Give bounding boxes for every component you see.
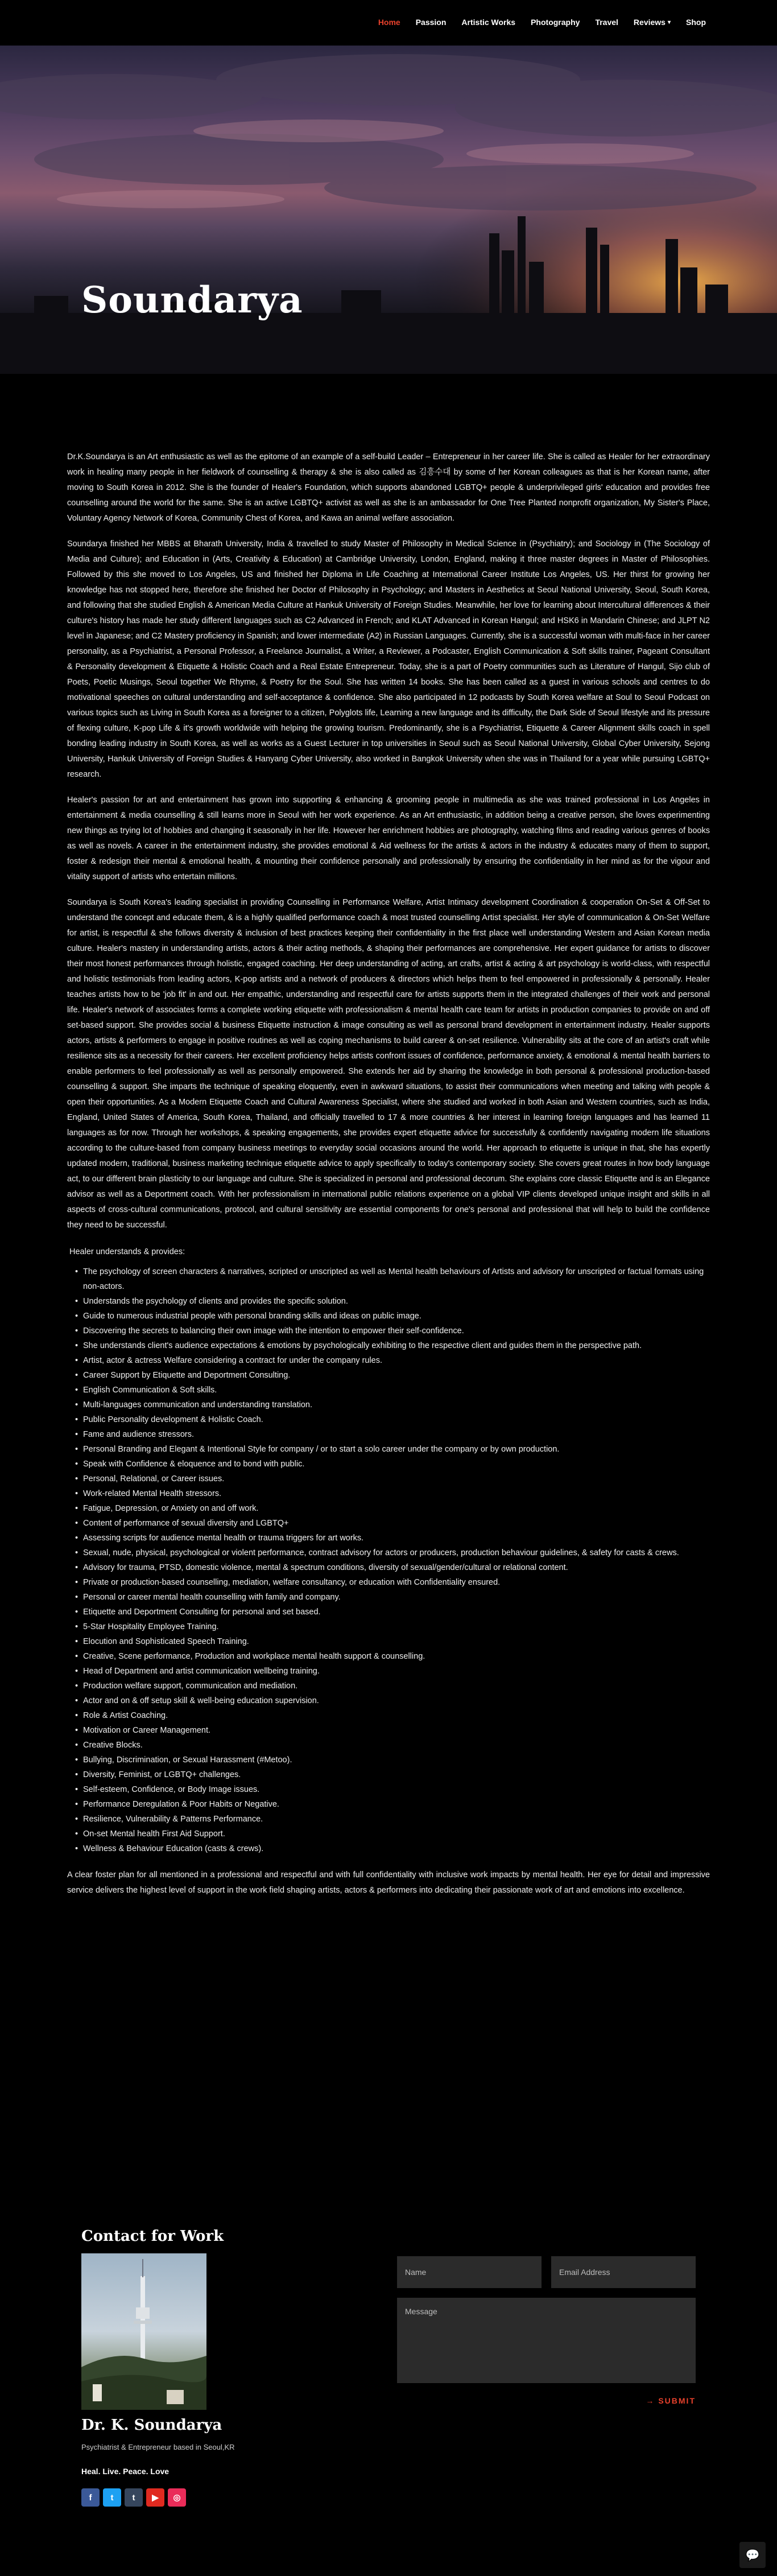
service-list-item: • Production welfare support, communication and mediation. — [75, 1679, 710, 1693]
city-skyline-image — [0, 46, 777, 374]
nav-reviews[interactable] — [634, 18, 671, 27]
contact-name: Dr. K. Soundarya — [81, 2417, 222, 2434]
about-content — [67, 450, 710, 1909]
nav-reviews-label: Reviews — [633, 18, 666, 27]
about-paragraph-education: Soundarya finished her MBBS at Bharath University, India & travelled to study Master of Philosophy in Medical Science in (Psychiatry); and Sociology in (The Sociology of Media and Culture); and Education in (Arts, Creativity & Education) at Cambridge University, London, England, making it three master degrees in Master of Philosophies. Followed by this she moved to Los Angeles, US and finished her Diploma in Life Coaching at International Career Institute Los Angeles, US. Her thirst for growing her knowledge has not stopped here, therefore she finished her Doctor of Philosophy in Psychology; and Masters in Aesthetics at Seoul National University, Seoul, South Korea, and following that she studied English & American Media Culture at Hankuk University of Foreign Studies. Meanwhile, her love for learning about Intercultural differences & their culture's history has made her study different languages such as C2 Advanced in French; and KLAT Advanced in Korean Hangul; and HSK6 in Mandarin Chinese; and JLPT N2 level in Japanese; and C2 Mastery proficiency in Spanish; and lower intermediate (A2) in Russian Languages. Currently, she is a successful woman with multi-face in her career personality, as a Psychiatrist, a Personal Professor, a Freelance Journalist, a Writer, a Reviewer, a Podcaster, English Communication & Soft skills trainer, Pageant Consultant & Personality development & Etiquette & Holistic Coach and a Real Estate Entrepreneur. Today, she is a part of Poetry communities such as Literature of Hangul, Sijo club of Poets, Poetic Musings, Seoul together We Rhyme, & Poetry for the Soul. She has written 14 books. She has been called as a guest in various schools and centres to do motivational speeches on cultural understanding and self-acceptance & confidence. She also participated in 12 podcasts by South Korea welfare at Soul to Seoul Podcast on various topics such as Living in South Korea as a foreigner to a citizen, Polyglots life, Learning a new language and its difficulty, the Dark Side of Seoul lifestyle and its pressure of flexing culture, K-pop Life & it's growth worldwide with helping the growing tourism. Predominantly, she is a Psychiatrist, Etiquette & Career Alignment skills coach in spell bonding leading industry in South Korea, as well as works as a Guest Lecturer in top universities in Seoul such as Seoul National University, Global Cyber University, Sejong University, Hankuk University of Foreign Studies & Hanyang Cyber University, also worked in Bangkok University when she was in Thailand for a year while pursuing LGBTQ+ research. — [67, 539, 710, 779]
arrow-right-icon: → — [646, 2396, 655, 2405]
service-list-item: • Career Support by Etiquette and Deportment Consulting. — [75, 1368, 710, 1383]
nav-shop[interactable] — [686, 18, 706, 27]
youtube-icon[interactable]: ▶ — [146, 2488, 164, 2507]
service-list-item: • Etiquette and Deportment Consulting for personal and set based. — [75, 1605, 710, 1619]
service-list-item: • Wellness & Behaviour Education (casts & crews). — [75, 1841, 710, 1856]
chat-icon[interactable] — [739, 2542, 766, 2568]
social-links — [81, 2488, 186, 2507]
top-navbar — [0, 0, 777, 46]
service-list-item: • Content of performance of sexual diversity and LGBTQ+ — [75, 1516, 710, 1531]
services-list — [67, 1264, 710, 1856]
twitter-icon[interactable]: t — [103, 2488, 121, 2507]
instagram-icon[interactable]: ◎ — [168, 2488, 186, 2507]
main-nav — [363, 18, 706, 27]
service-list-item: • Actor and on & off setup skill & well-being education supervision. — [75, 1693, 710, 1708]
tumblr-icon[interactable]: t — [125, 2488, 143, 2507]
name-field[interactable] — [397, 2256, 542, 2288]
service-list-item: • Role & Artist Coaching. — [75, 1708, 710, 1723]
service-list-item: • Assessing scripts for audience mental health or trauma triggers for art works. — [75, 1531, 710, 1545]
service-list-item: • Personal or career mental health counselling with family and company. — [75, 1590, 710, 1605]
service-list-item: • Head of Department and artist communication wellbeing training. — [75, 1664, 710, 1679]
service-list-item: • Multi-languages communication and understanding translation. — [75, 1398, 710, 1412]
service-list-item: • Work-related Mental Health stressors. — [75, 1486, 710, 1501]
contact-tagline: Psychiatrist & Entrepreneur based in Seoul,KR — [81, 2443, 235, 2451]
service-list-item: • The psychology of screen characters & narratives, scripted or unscripted as well as Mental health behaviours of Artists and advisory for unscripted or factual formats using non-actors. — [75, 1264, 710, 1294]
nav-artistic-works[interactable] — [461, 18, 515, 27]
contact-motto: Heal. Live. Peace. Love — [81, 2467, 170, 2476]
about-paragraph-passion: Healer's passion for art and entertainment has grown into supporting & enhancing & grooming people in multimedia as she was trained professional in Los Angeles in entertainment & media counselling & still learns more in Seoul with her work experience. As an Art enthusiastic, in addition being a creative person, she loves experimenting new things as trying lot of hobbies and changing it seasonally in her life. However her enrichment hobbies are photography, watching films and reading various genres of books as well as novels. A career in the entertainment industry, she provides emotional & Aid wellness for the artists & actors in the industry & educates many of them to support, foster & redesign their mental & emotional health, & mounting their confidence personally and professionally by ensuring the confidentiality in her mind as for the vigour and vitality support of artists who entertain millions. — [67, 796, 710, 881]
service-list-item: • On-set Mental health First Aid Support. — [75, 1827, 710, 1841]
service-list-item: • Public Personality development & Holistic Coach. — [75, 1412, 710, 1427]
service-list-item: • Creative Blocks. — [75, 1738, 710, 1753]
services-intro: Healer understands & provides: — [69, 1247, 185, 1256]
nav-travel-label: Travel — [595, 18, 618, 27]
service-list-item: • Performance Deregulation & Poor Habits or Negative. — [75, 1797, 710, 1812]
nav-home-label: Home — [378, 18, 400, 27]
service-list-item: • Bullying, Discrimination, or Sexual Harassment (#Metoo). — [75, 1753, 710, 1767]
service-list-item: • Fatigue, Depression, or Anxiety on and off work. — [75, 1501, 710, 1516]
email-field-placeholder: Email Address — [559, 2268, 610, 2277]
nav-passion[interactable] — [416, 18, 447, 27]
contact-section — [81, 2228, 696, 2503]
service-list-item: • 5-Star Hospitality Employee Training. — [75, 1619, 710, 1634]
service-list-item: • Speak with Confidence & eloquence and to bond with public. — [75, 1457, 710, 1472]
nav-travel[interactable] — [595, 18, 618, 27]
message-field[interactable] — [397, 2298, 696, 2383]
service-list-item: • Advisory for trauma, PTSD, domestic violence, mental & spectrum conditions, diversity of sexual/gender/cultural or relational content. — [75, 1560, 710, 1575]
service-list-item: • Fame and audience stressors. — [75, 1427, 710, 1442]
email-field[interactable] — [551, 2256, 696, 2288]
service-list-item: • Discovering the secrets to balancing their own image with the intention to empower their self-confidence. — [75, 1324, 710, 1338]
chevron-down-icon: ▾ — [667, 19, 671, 26]
name-field-placeholder: Name — [405, 2268, 427, 2277]
nav-artistic-works-label: Artistic Works — [461, 18, 516, 27]
service-list-item: • Understands the psychology of clients and provides the specific solution. — [75, 1294, 710, 1309]
about-paragraph-specialist: Soundarya is South Korea's leading specialist in providing Counselling in Performance Welfare, Artist Intimacy development Coordination & cooperation On-Set & Off-Set to understand the concept and educate them, & is a highly qualified performance coach & most trusted counselling Artist specialist. Her style of communication & On-Set Welfare for artist, is respectful & she follows diversity & inclusion of best practices keeping their confidentiality in the first place well understanding Western and Asian Korean media culture. Healer's mastery in understanding artists, actors & their acting methods, & shaping their performances are comprehensive. Her expert guidance for artists to discover their most honest performances through holistic, engaged coaching. Her deep understanding of acting, art crafts, artist & acting & art psychology is world-class, with respectful and holistic testimonials from leading actors, K-pop artists and a network of producers & directors which helps them to feel empowered in professionally & personally. Healer teaches artists how to be 'job fit' in and out. Her empathic, understanding and respectful care for artists supports them in the integrated challenges of their work and personal life. Healer's network of associates forms a complete working etiquette with professionalism & mental health care team for artists in production companies to provide on and off set-based support. She provides social & business Etiquette instruction & image consulting as well as personal brand development in entertainment industry. Healer supports actors, artists & performers to engage in positive routines as well as coping mechanisms to build career & on-set resilience. Vulnerability sits at the core of an artist's craft while resilience sits as a necessity for their careers. Her excellent proficiency helps artists confront issues of confidence, performance anxiety, & emotional & mental health barriers to enable performers to feel professionally as well as personally empowered. She extends her aid by sharing the knowledge in both personal & professional production-based counselling & support. She imparts the technique of speaking eloquently, even in awkward situations, to assist their communications when meeting and talking with people & open their opportunities. As a Modern Etiquette Coach and Cultural Awareness Specialist, where she studied and worked in both Asian and Western countries, such as India, England, United States of America, South Korea, Thailand, and officially travelled to 17 & more countries & her interest in learning foreign languages and has learned 11 languages as for now. Through her workshops, & speaking engagements, she provides expert etiquette advice for successfully & confidently navigating modern life situations according to the culture-based from company business meetings to everyday social occasions around the world. Her approach to etiquette is unique in that, she has expertly updated modern, traditional, business marketing technique etiquette advice to apply specifically to today's contemporary society. She covers great routes in how body language act, to our different brain plasticity to our language and culture. She is specialized in personal and professional decorum. She explains core classic Etiquette and is an Elegance advisor as well as a Deportment coach. With her professionalism in international public relations experience on a global VIP clients developed unique insight and skills in all aspects of cross-cultural communications, protocol, and cultural sensitivity are essential components for one's personal and professional that will help to build the confidence they need to be successful. — [67, 898, 710, 1230]
service-list-item: • Motivation or Career Management. — [75, 1723, 710, 1738]
service-list-item: • Private or production-based counselling, mediation, welfare consultancy, or education with Confidentiality ensured. — [75, 1575, 710, 1590]
profile-photo — [81, 2253, 206, 2410]
facebook-icon[interactable]: f — [81, 2488, 100, 2507]
service-list-item: • She understands client's audience expectations & emotions by psychologically exhibiting to the respective client and guides them in the perspective path. — [75, 1338, 710, 1353]
service-list-item: • Elocution and Sophisticated Speech Training. — [75, 1634, 710, 1649]
nav-photography[interactable] — [531, 18, 580, 27]
nav-home[interactable] — [378, 18, 400, 27]
nav-photography-label: Photography — [531, 18, 580, 27]
service-list-item: • Creative, Scene performance, Production and workplace mental health support & counselling. — [75, 1649, 710, 1664]
service-list-item: • English Communication & Soft skills. — [75, 1383, 710, 1398]
service-list-item: • Guide to numerous industrial people with personal branding skills and ideas on public image. — [75, 1309, 710, 1324]
hero-banner — [0, 46, 777, 374]
message-field-placeholder: Message — [405, 2307, 437, 2316]
nav-passion-label: Passion — [415, 18, 447, 27]
service-list-item: • Diversity, Feminist, or LGBTQ+ challenges. — [75, 1767, 710, 1782]
service-list-item: • Personal Branding and Elegant & Intentional Style for company / or to start a solo career under the company or by own production. — [75, 1442, 710, 1457]
nav-shop-label: Shop — [686, 18, 706, 27]
seoul-tower-image — [81, 2253, 206, 2410]
service-list-item: • Sexual, nude, physical, psychological or violent performance, contract advisory for actors or producers, production behaviour guidelines, & safety for casts & crews. — [75, 1545, 710, 1560]
chat-glyph: 💬 — [745, 2549, 760, 2562]
service-list-item: • Self-esteem, Confidence, or Body Image issues. — [75, 1782, 710, 1797]
service-list-item: • Personal, Relational, or Career issues. — [75, 1472, 710, 1486]
service-list-item: • Resilience, Vulnerability & Patterns Performance. — [75, 1812, 710, 1827]
submit-label: SUBMIT — [658, 2396, 696, 2405]
contact-title: Contact for Work — [81, 2228, 224, 2245]
submit-button[interactable] — [646, 2396, 696, 2405]
service-list-item: • Artist, actor & actress Welfare considering a contract for under the company rules. — [75, 1353, 710, 1368]
page-title: Soundarya — [81, 279, 303, 322]
about-paragraph-intro: Dr.K.Soundarya is an Art enthusiastic as well as the epitome of an example of a self-build Leader – Entrepreneur in her career life. She is called as Healer for her extraordinary work in healing many people in her fieldwork of counselling & therapy & she is also called as 김흥수대 by some of her Korean colleagues as that is her Korean name, after moving to South Korea in 2012. She is the founder of Healer's Foundation, which supports abandoned LGBTQ+ people & underprivileged girls' education and provides free counselling around the world for the same. She is an active LGBTQ+ activist as well as she is an ambassador for One Tree Planted nonprofit organization, My Sister's Place, Voluntary Agency Network of Korea, Community Chest of Korea, and Kawa an animal welfare association. — [67, 452, 710, 523]
closing-paragraph: A clear foster plan for all mentioned in a professional and respectful and with full confidentiality with inclusive work impacts by mental health. Her eye for detail and impressive service delivers the highest level of support in the work field shaping artists, actors & performers into dedicating their passionate work of art and emotions into excellence. — [67, 1870, 710, 1895]
